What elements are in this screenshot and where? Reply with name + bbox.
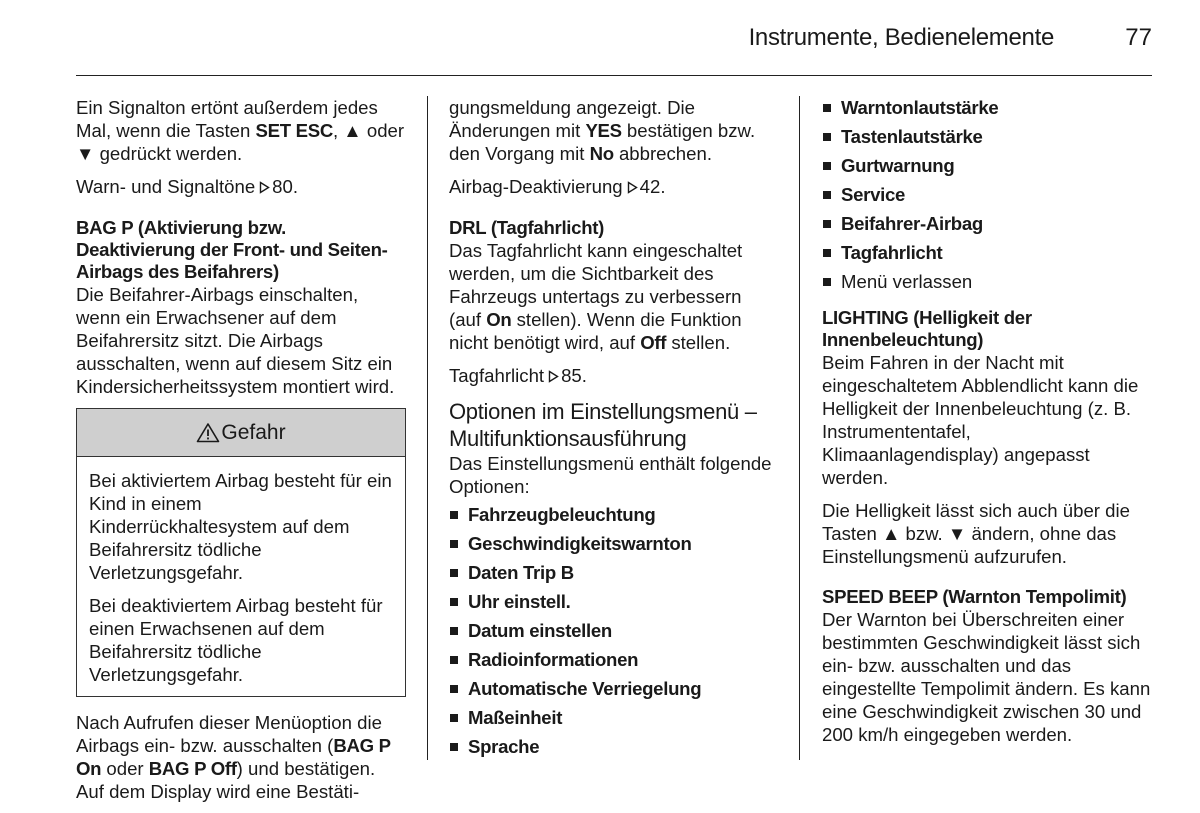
option-label: BAG P Off xyxy=(148,758,237,779)
reference-line xyxy=(449,364,777,388)
list-item xyxy=(822,96,1152,119)
text: stellen. xyxy=(666,332,731,353)
warning-triangle-icon xyxy=(196,422,220,443)
header-rule xyxy=(76,75,1152,76)
list-item xyxy=(822,183,1152,206)
text: bestätigen bzw. den Vorgang mit xyxy=(449,120,756,164)
column-1 xyxy=(76,96,406,813)
list-item xyxy=(822,125,1152,148)
list-item-label: Datum einstellen xyxy=(468,620,612,641)
column-divider-1 xyxy=(427,96,428,760)
bag-heading: BAG P (Aktivierung bzw. Deaktivierung der Front- und Seiten-Airbags des Beifahrers) xyxy=(76,217,388,282)
bullet-icon xyxy=(450,714,458,722)
list-item xyxy=(822,154,1152,177)
text: Nach Aufrufen dieser Menüoption die Airbags ein- bzw. ausschalten ( xyxy=(76,712,382,756)
bullet-icon xyxy=(450,569,458,577)
list-item-label: Menü verlassen xyxy=(841,271,973,292)
text: Das Tagfahrlicht kann eingeschaltet werden, um die Sichtbarkeit des Fahrzeugs untertags zu verbessern (auf xyxy=(449,240,743,330)
reference-line xyxy=(449,175,777,199)
list-item-label: Radioinformationen xyxy=(468,649,639,670)
bullet-icon xyxy=(450,656,458,664)
lighting-section xyxy=(822,307,1152,568)
list-item xyxy=(449,561,777,584)
text: stellen). Wenn die Funktion nicht benötigt wird, auf xyxy=(449,309,742,353)
lighting-paragraph-2: Die Helligkeit lässt sich auch über die Tasten ▲ bzw. ▼ ändern, ohne das Einstellungsmenü aufzurufen. xyxy=(822,500,1130,567)
options-intro: Das Einstellungsmenü enthält folgende Optionen: xyxy=(449,453,772,497)
reference-page: 42. xyxy=(639,176,666,197)
lighting-paragraph: Beim Fahren in der Nacht mit eingeschaltetem Abblendlicht kann die Helligkeit der Innenbeleuchtung (z. B. Instrumententafel, Klimaanlagendisplay) angepasst werden. xyxy=(822,352,1139,488)
reference-page: 80. xyxy=(272,176,299,197)
list-item xyxy=(449,677,777,700)
bullet-icon xyxy=(450,598,458,606)
list-item xyxy=(822,241,1152,264)
list-item xyxy=(449,706,777,729)
bullet-icon xyxy=(450,540,458,548)
key-label: SET ESC xyxy=(255,120,333,141)
bullet-icon xyxy=(823,220,831,228)
drl-paragraph xyxy=(449,239,777,354)
list-item xyxy=(822,212,1152,235)
bullet-icon xyxy=(450,511,458,519)
speed-beep-heading: SPEED BEEP (Warnton Tempolimit) xyxy=(822,586,1127,607)
menu-option-paragraph xyxy=(76,711,406,803)
signal-paragraph xyxy=(76,96,406,165)
options-heading: Optionen im Einstellungsmenü – Multifunktionsausführung xyxy=(449,399,757,451)
text: abbrechen. xyxy=(613,143,712,164)
reference-line xyxy=(76,175,406,199)
text: gungsmeldung angezeigt. Die Änderungen mit xyxy=(449,97,696,141)
text: , ▲ oder ▼ gedrückt werden. xyxy=(76,120,405,164)
list-item-label: Maßeinheit xyxy=(468,707,563,728)
reference-text: Warn- und Signaltöne xyxy=(76,176,256,197)
danger-box xyxy=(76,408,406,697)
page-ref-icon xyxy=(259,176,270,199)
bullet-icon xyxy=(823,104,831,112)
list-item xyxy=(449,503,777,526)
column-2 xyxy=(449,96,777,764)
danger-title: Gefahr xyxy=(221,421,286,444)
danger-body xyxy=(77,457,405,686)
list-item-label: Automatische Verriegelung xyxy=(468,678,702,699)
list-item-label: Gurtwarnung xyxy=(841,155,955,176)
lighting-heading: LIGHTING (Helligkeit der Innenbeleuchtung) xyxy=(822,307,1032,350)
options-list-continued xyxy=(822,96,1152,293)
list-item-label: Tagfahrlicht xyxy=(841,242,943,263)
danger-text-1: Bei aktiviertem Airbag besteht für ein Kind in einem Kinderrückhaltesystem auf dem Beifahrersitz tödliche Verletzungsgefahr. xyxy=(89,470,392,583)
option-label: On xyxy=(486,309,512,330)
bullet-icon xyxy=(450,685,458,693)
list-item-label: Fahrzeugbeleuchtung xyxy=(468,504,656,525)
list-item xyxy=(822,270,1152,293)
list-item-label: Tastenlautstärke xyxy=(841,126,983,147)
option-label: BAG P On xyxy=(76,735,391,779)
page-ref-icon xyxy=(548,365,559,388)
reference-text: Tagfahrlicht xyxy=(449,365,545,386)
option-label: Off xyxy=(640,332,667,353)
bullet-icon xyxy=(823,162,831,170)
list-item xyxy=(449,735,777,758)
list-item-label: Geschwindigkeitswarnton xyxy=(468,533,692,554)
page-ref-icon xyxy=(627,176,638,199)
speed-beep-section xyxy=(822,586,1152,746)
section-title: Instrumente, Bedienelemente xyxy=(748,24,1054,51)
bullet-icon xyxy=(450,743,458,751)
bullet-icon xyxy=(823,133,831,141)
speed-beep-paragraph: Der Warnton bei Überschreiten einer bestimmten Geschwindigkeit lässt sich ein- bzw. ausschalten und das eingestellte Tempolimit ändern. Es kann eine Geschwindigkeit zwischen 30 und 200 km/h eingegeben werden. xyxy=(822,609,1151,745)
text: Ein Signalton ertönt außerdem jedes Mal, wenn die Tasten xyxy=(76,97,378,141)
danger-header xyxy=(77,409,405,457)
page-number: 77 xyxy=(1125,24,1152,51)
bag-paragraph: Die Beifahrer-Airbags einschalten, wenn ein Erwachsener auf dem Beifahrersitz sitzt. Die Airbags ausschalten, wenn auf diesem Sitz ein Kindersicherheitssystem montiert wird. xyxy=(76,284,395,397)
option-label: No xyxy=(589,143,614,164)
bullet-icon xyxy=(823,191,831,199)
list-item-label: Service xyxy=(841,184,906,205)
list-item-label: Sprache xyxy=(468,736,540,757)
reference-text: Airbag-Deaktivierung xyxy=(449,176,623,197)
list-item-label: Beifahrer-Airbag xyxy=(841,213,983,234)
column-3 xyxy=(822,96,1152,756)
bullet-icon xyxy=(450,627,458,635)
list-item-label: Uhr einstell. xyxy=(468,591,571,612)
drl-section xyxy=(449,217,777,354)
column-divider-2 xyxy=(799,96,800,760)
text: oder xyxy=(101,758,149,779)
bullet-icon xyxy=(823,249,831,257)
drl-heading: DRL (Tagfahrlicht) xyxy=(449,217,605,238)
options-list xyxy=(449,503,777,758)
page-header xyxy=(76,24,1152,54)
text: ) und bestätigen. Auf dem Display wird eine Bestäti- xyxy=(76,758,376,802)
list-item xyxy=(449,590,777,613)
reference-page: 85. xyxy=(561,365,587,386)
list-item-label: Daten Trip B xyxy=(468,562,574,583)
list-item xyxy=(449,619,777,642)
list-item xyxy=(449,532,777,555)
bag-section xyxy=(76,217,406,398)
option-label: YES xyxy=(585,120,622,141)
danger-text-2: Bei deaktiviertem Airbag besteht für einen Erwachsenen auf dem Beifahrersitz tödliche Verletzungsgefahr. xyxy=(89,595,383,685)
confirm-paragraph xyxy=(449,96,777,165)
bullet-icon xyxy=(823,278,831,286)
list-item-label: Warntonlautstärke xyxy=(841,97,999,118)
list-item xyxy=(449,648,777,671)
